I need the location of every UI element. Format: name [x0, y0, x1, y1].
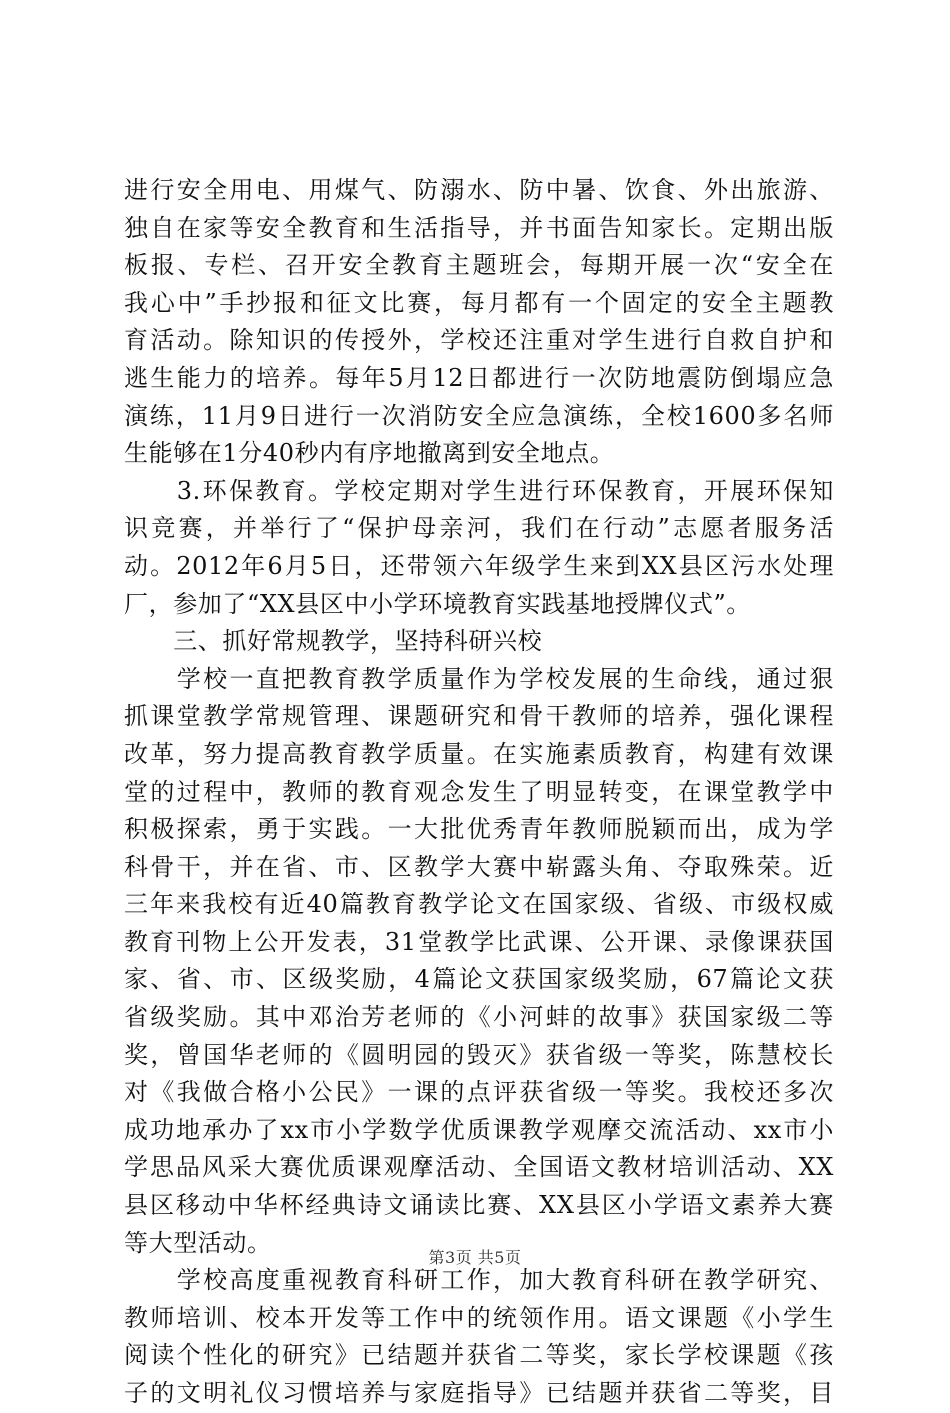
text-line: 抓课堂教学常规管理、课题研究和骨干教师的培养，强化课程	[124, 702, 834, 731]
text-line: 积极探索，勇于实践。一大批优秀青年教师脱颖而出，成为学	[124, 815, 834, 844]
text-line: 演练，11月9日进行一次消防安全应急演练，全校1600多名师	[124, 401, 834, 430]
section-heading: 三、抓好常规教学，坚持科研兴校	[124, 627, 543, 656]
text-line: 进行安全用电、用煤气、防溺水、防中暑、饮食、外出旅游、	[124, 176, 834, 204]
text-line: 动。2012年6月5日，还带领六年级学生来到XX县区污水处理	[124, 551, 834, 580]
text-line: 学校一直把教育教学质量作为学校发展的生命线，通过狠	[124, 664, 834, 693]
text-line: 三年来我校有近40篇教育教学论文在国家级、省级、市级权威	[124, 890, 834, 919]
text-line: 我心中”手抄报和征文比赛，每月都有一个固定的安全主题教	[124, 288, 834, 317]
text-line: 厂，参加了“XX县区中小学环境教育实践基地授牌仪式”。	[124, 589, 751, 618]
text-line: 奖，曾国华老师的《圆明园的毁灭》获省级一等奖，陈慧校长	[124, 1040, 834, 1069]
text-line: 生能够在1分40秒内有序地撤离到安全地点。	[124, 439, 615, 468]
text-line: 县区移动中华杯经典诗文诵读比赛、XX县区小学语文素养大赛	[124, 1191, 834, 1220]
text-line: 改革，努力提高教育教学质量。在实施素质教育，构建有效课	[124, 739, 834, 768]
text-line: 3.环保教育。学校定期对学生进行环保教育，开展环保知	[124, 476, 834, 505]
text-line: 阅读个性化的研究》已结题并获省二等奖，家长学校课题《孩	[124, 1341, 834, 1370]
text-line: 堂的过程中，教师的教育观念发生了明显转变，在课堂教学中	[124, 777, 834, 806]
text-line: 板报、专栏、召开安全教育主题班会，每期开展一次“安全在	[124, 251, 834, 280]
text-line: 科骨干，并在省、市、区教学大赛中崭露头角、夺取殊荣。近	[124, 852, 834, 881]
page-number-footer: 第3页 共5页	[428, 1248, 522, 1267]
text-line: 对《我做合格小公民》一课的点评获省级一等奖。我校还多次	[124, 1078, 834, 1107]
text-line: 省级奖励。其中邓治芳老师的《小河蚌的故事》获国家级二等	[124, 1003, 834, 1032]
text-line: 家、省、市、区级奖励，4篇论文获国家级奖励，67篇论文获	[124, 965, 834, 994]
text-line: 教师培训、校本开发等工作中的统领作用。语文课题《小学生	[124, 1303, 834, 1332]
document-body	[124, 172, 834, 1413]
text-line: 识竞赛，并举行了“保护母亲河，我们在行动”志愿者服务活	[124, 514, 834, 543]
text-line: 成功地承办了xx市小学数学优质课教学观摩交流活动、xx市小	[124, 1115, 834, 1144]
text-line: 逃生能力的培养。每年5月12日都进行一次防地震防倒塌应急	[124, 363, 834, 392]
text-line: 等大型活动。	[124, 1228, 272, 1257]
text-line: 独自在家等安全教育和生活指导，并书面告知家长。定期出版	[124, 213, 834, 242]
text-line: 学校高度重视教育科研工作，加大教育科研在教学研究、	[124, 1266, 834, 1295]
text-line: 学思品风采大赛优质课观摩活动、全国语文教材培训活动、XX	[124, 1153, 834, 1182]
text-line: 子的文明礼仪习惯培养与家庭指导》已结题并获省二等奖，目	[124, 1379, 834, 1407]
text-line: 教育刊物上公开发表，31堂教学比武课、公开课、录像课获国	[124, 927, 834, 956]
text-line: 育活动。除知识的传授外，学校还注重对学生进行自救自护和	[124, 326, 834, 355]
